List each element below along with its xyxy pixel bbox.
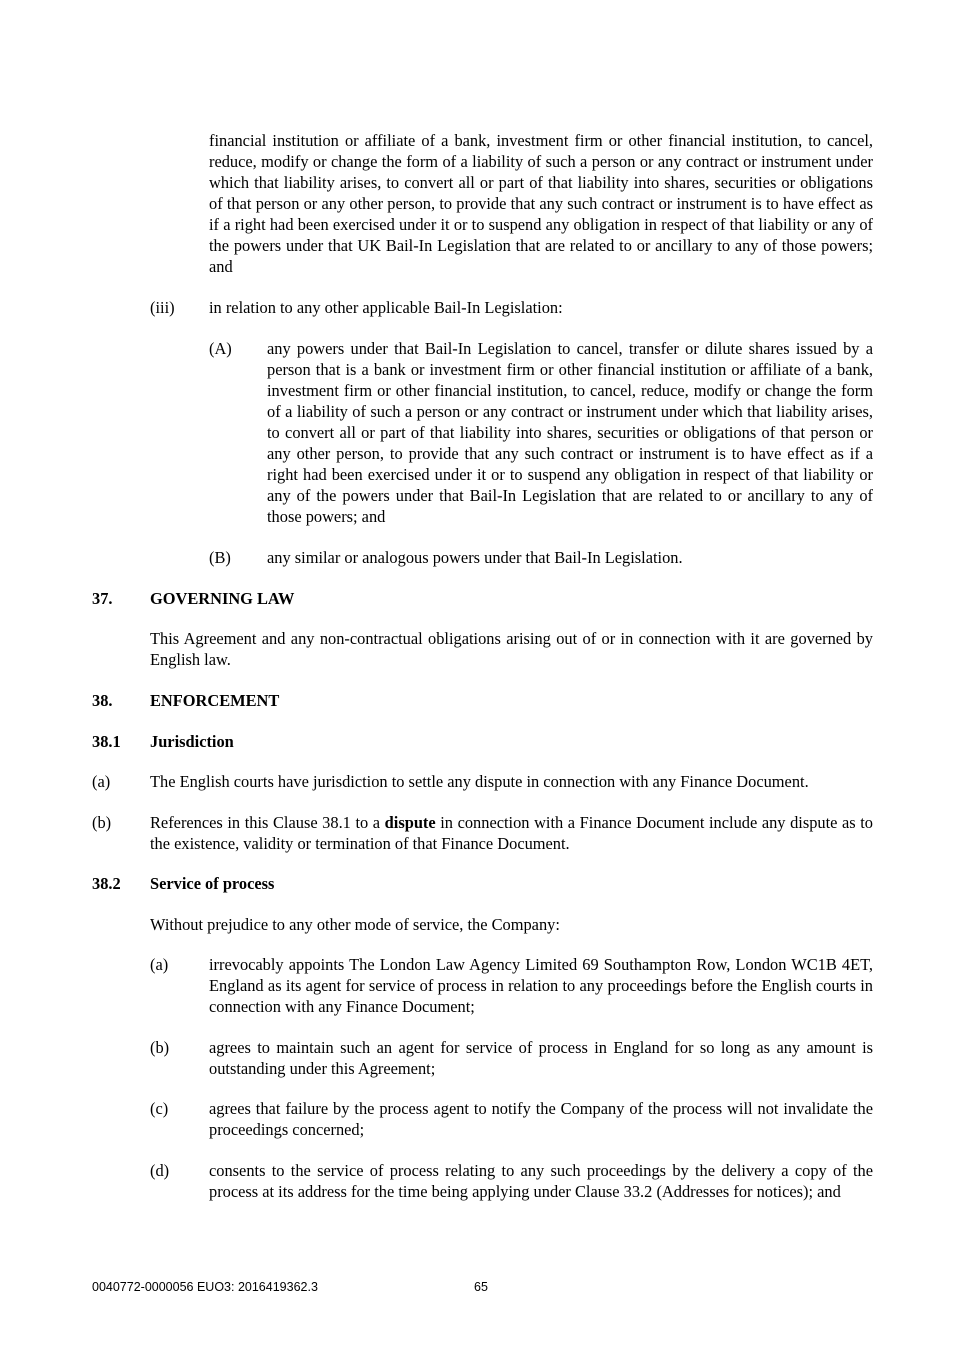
footer-page-number: 65 [474,1280,488,1294]
clause-38-2-c-number: (c) [150,1099,169,1118]
clause-38-1-b-text-after: in connection with a Finance Document include any dispute as to the existence, validity or termination of that Finance Document. [150,813,874,853]
clause-38-1-a-text: The English courts have jurisdiction to settle any dispute in connection with any Finance Document. [150,772,809,791]
item-iii-text: in relation to any other applicable Bail-In Legislation: [209,298,563,317]
clause-38-2-a-text: irrevocably appoints The London Law Agency Limited 69 Southampton Row, London WC1B 4ET, England as its agent for service of process in relation to any proceedings before the English courts in connection with any Finance Document; [209,955,873,1016]
clause-37-text: This Agreement and any non-contractual obligations arising out of or in connection with it are governed by English law. [150,629,873,669]
item-iii-a-text: any powers under that Bail-In Legislation to cancel, transfer or dilute shares issued by a person that is a bank or investment firm or other financial institution or affiliate of a bank, investment firm or other financial institution, to cancel, reduce, modify or change the form of a liability of such a person or any contract or instrument under which that liability arises, to convert all or part of that liability into shares, securities or obligations of that person or any other person, to provide that any such contract or instrument is to have effect as if a right had been exercised under it or to suspend any obligation in respect of that liability or any of the powers under that Bail-In Legislation that are related to or ancillary to any of those powers; and [267,339,873,526]
clause-38-1-number: 38.1 [92,732,121,751]
clause-38-2-d-text: consents to the service of process relating to any such proceedings by the delivery a copy of the process at its address for the time being applying under Clause 33.2 (Addresses for notices); and [209,1161,873,1201]
intro-paragraph: financial institution or affiliate of a bank, investment firm or other financial institution, to cancel, reduce, modify or change the form of a liability of such a person or any contract or instrument under which that liability arises, to convert all or part of that liability into shares, securities or obligations of that person or any other person, to provide that any such contract or instrument is to have effect as if a right had been exercised under it or to suspend any obligation in respect of that liability or any of the powers under that UK Bail-In Legislation that are related to or ancillary to any of those powers; and [209,131,873,276]
clause-37-number: 37. [92,589,113,608]
clause-37-heading: GOVERNING LAW [150,589,295,608]
clause-38-2-b-number: (b) [150,1038,170,1057]
clause-38-number: 38. [92,691,113,710]
clause-38-2-b-text: agrees to maintain such an agent for service of process in England for so long as any amount is outstanding under this Agreement; [209,1038,873,1078]
clause-38-2-a-number: (a) [150,955,169,974]
clause-38-2-intro: Without prejudice to any other mode of service, the Company: [150,915,560,934]
item-iii-b-text: any similar or analogous powers under that Bail-In Legislation. [267,548,683,567]
clause-38-2-heading: Service of process [150,874,275,893]
defined-term-dispute: dispute [384,813,436,832]
clause-38-heading: ENFORCEMENT [150,691,280,710]
item-iii-number: (iii) [150,298,175,317]
clause-38-2-c-text: agrees that failure by the process agent to notify the Company of the process will not invalidate the proceedings concerned; [209,1099,873,1139]
clause-38-1-heading: Jurisdiction [150,732,234,751]
clause-38-1-a-number: (a) [92,772,111,791]
clause-38-1-b-text [150,812,873,854]
clause-38-1-b-text-before: References in this Clause 38.1 to a [150,813,385,832]
clause-38-1-b-number: (b) [92,813,112,832]
clause-38-2-number: 38.2 [92,874,121,893]
item-iii-b-number: (B) [209,548,231,567]
footer-doc-reference: 0040772-0000056 EUO3: 2016419362.3 [92,1280,318,1294]
item-iii-a-number: (A) [209,339,232,358]
clause-38-2-d-number: (d) [150,1161,170,1180]
